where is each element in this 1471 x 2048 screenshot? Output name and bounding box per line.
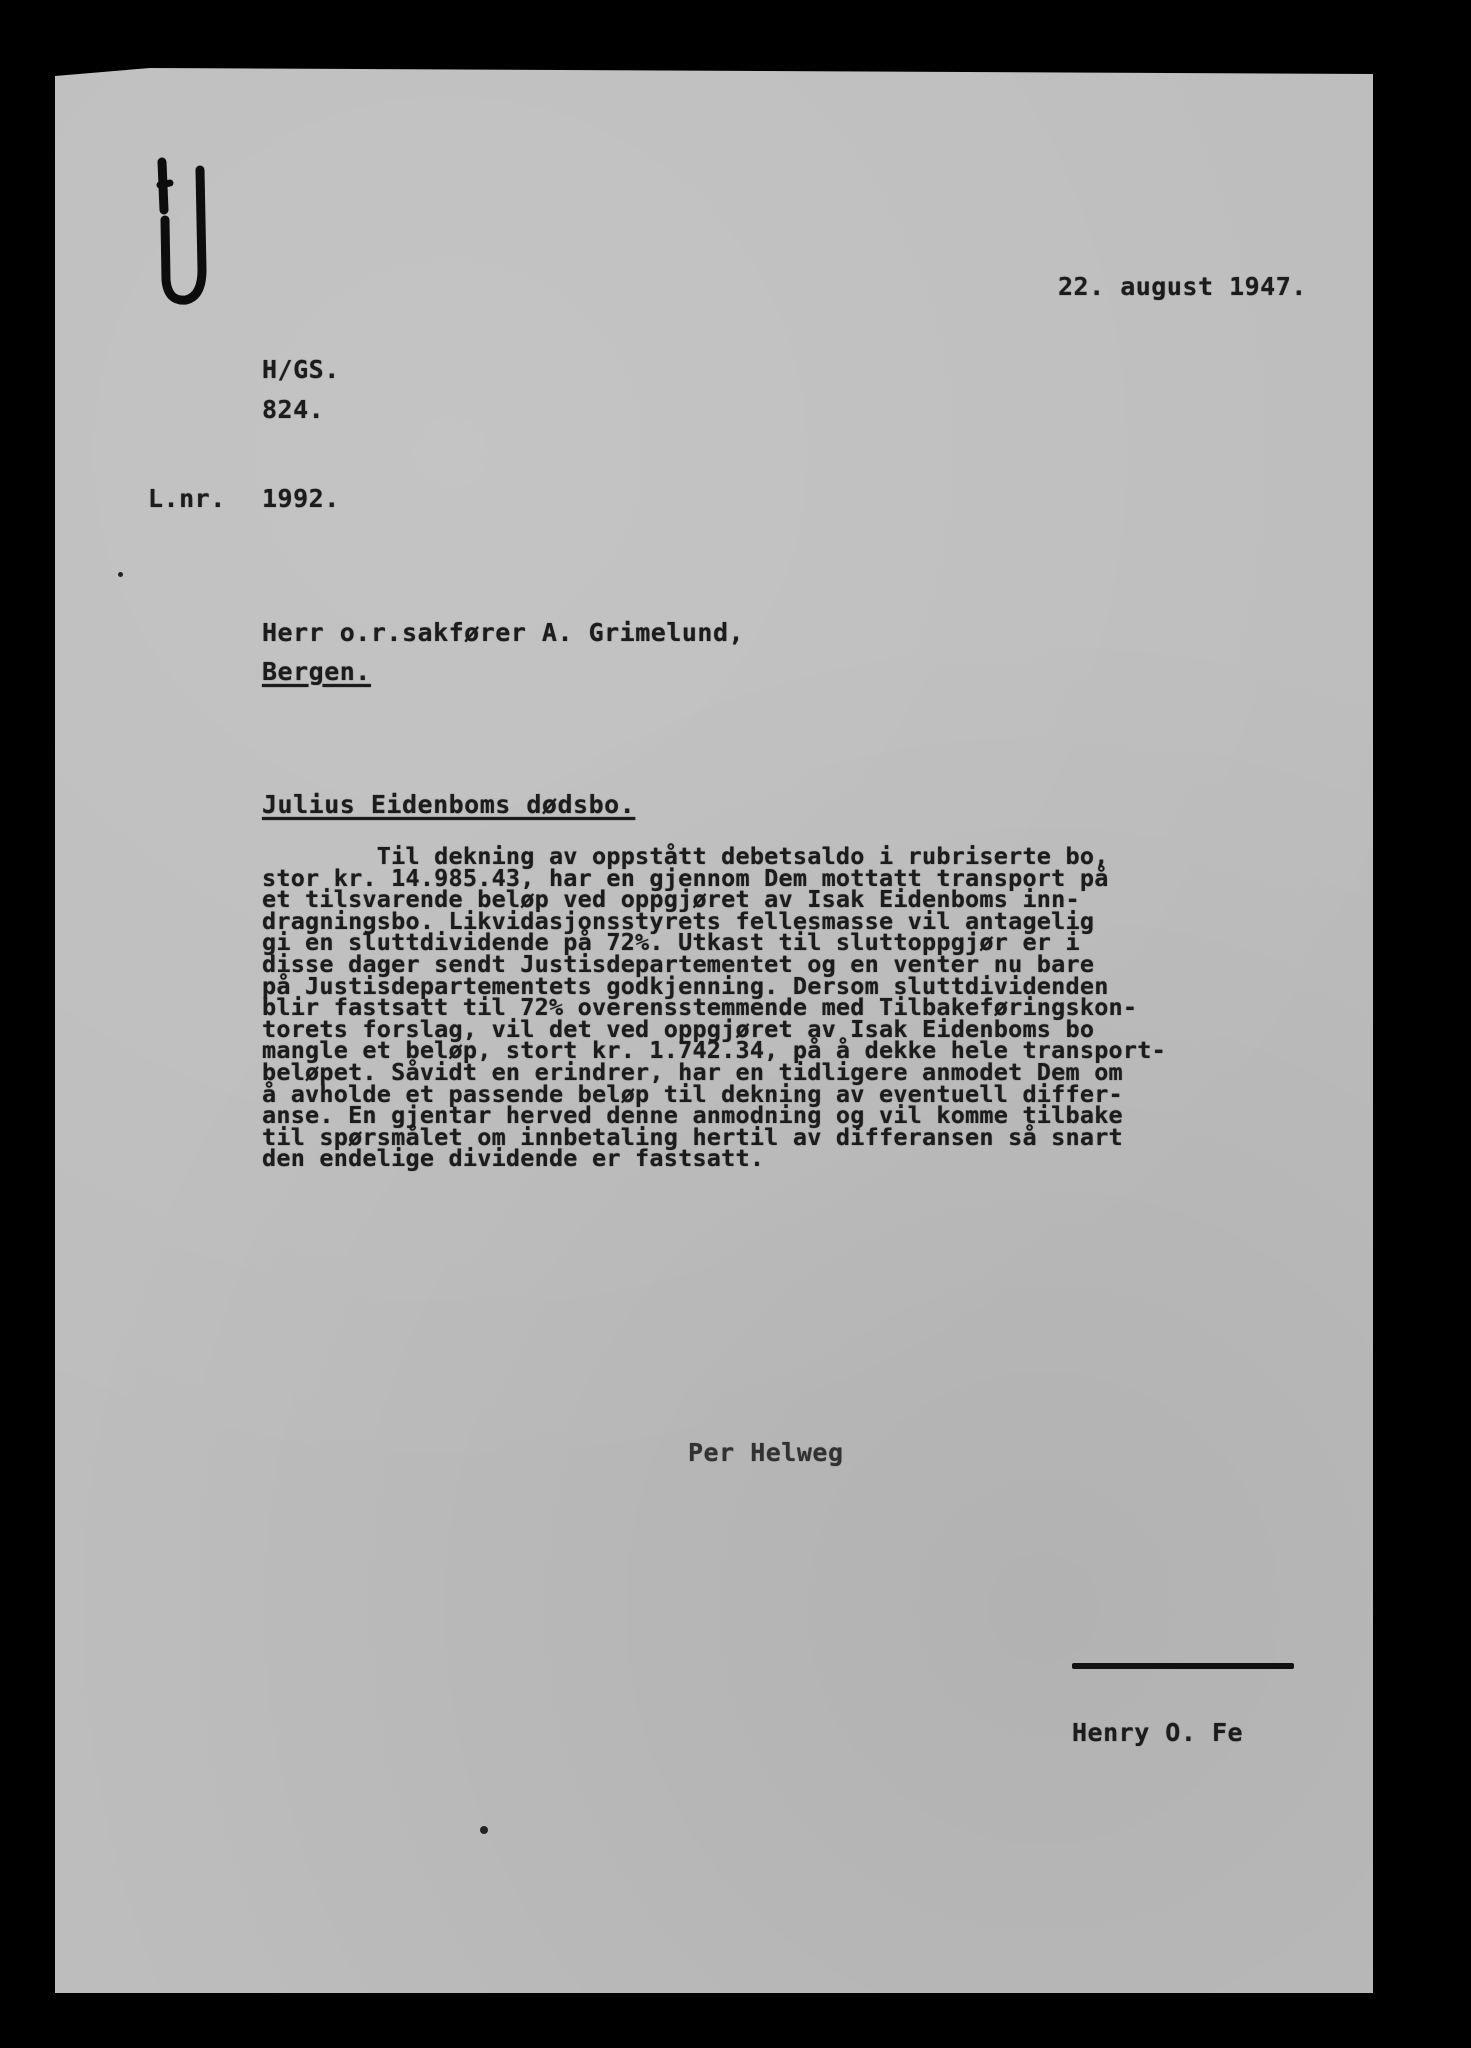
body-line: dragningsbo. Likvidasjonsstyrets fellesmasse vil antagelig (262, 906, 1095, 935)
handwritten-u-mark (150, 150, 220, 320)
paper-speck (480, 1826, 488, 1834)
recipient-city: Bergen. (262, 657, 371, 686)
body-line: blir fastsatt til 72% overensstemmende med Tilbakeføringskon- (262, 993, 1138, 1022)
lnr-label: L.nr. (148, 484, 226, 513)
body-line: gi en sluttdividende på 72%. Utkast til sluttoppgjør er i (262, 928, 1080, 957)
reference-initials: H/GS. (262, 355, 340, 384)
body-line: Til dekning av oppstått debetsaldo i rubriserte bo, (262, 842, 1109, 870)
subject-line: Julius Eidenboms dødsbo. (262, 790, 636, 819)
reference-number: 824. (262, 395, 325, 424)
body-line: til spørsmålet om innbetaling hertil av differansen så snart (262, 1122, 1123, 1151)
lnr-value: 1992. (262, 484, 340, 513)
body-line: på Justisdepartementets godkjenning. Dersom sluttdividenden (262, 971, 1109, 1000)
signature-per-helweg: Per Helweg (688, 1438, 844, 1467)
body-line: mangle et beløp, stort kr. 1.742.34, på å dekke hele transport- (262, 1036, 1166, 1065)
signature-henry: Henry O. Fe (1072, 1718, 1244, 1747)
body-line: torets forslag, vil det ved oppgjøret av Isak Eidenboms bo (262, 1014, 1095, 1043)
body-line: den endelige dividende er fastsatt. (262, 1144, 765, 1173)
paper-speck (118, 572, 123, 577)
body-line: disse dager sendt Justisdepartementet og en venter nu bare (262, 950, 1095, 978)
body-line: anse. En gjentar herved denne anmodning og vil komme tilbake (262, 1101, 1123, 1130)
body-line: stor kr. 14.985.43, har en gjennom Dem mottatt transport på (262, 863, 1109, 892)
signature-rule (1072, 1663, 1294, 1669)
body-line: et tilsvarende beløp ved oppgjøret av Isak Eidenboms inn- (262, 885, 1080, 914)
letter-date: 22. august 1947. (1058, 272, 1307, 301)
recipient-name: Herr o.r.sakfører A. Grimelund, (262, 618, 745, 647)
body-line: å avholde et passende beløp til dekning av eventuell differ- (262, 1079, 1123, 1108)
body-line: beløpet. Såvidt en erindrer, har en tidligere anmodet Dem om (262, 1058, 1123, 1086)
